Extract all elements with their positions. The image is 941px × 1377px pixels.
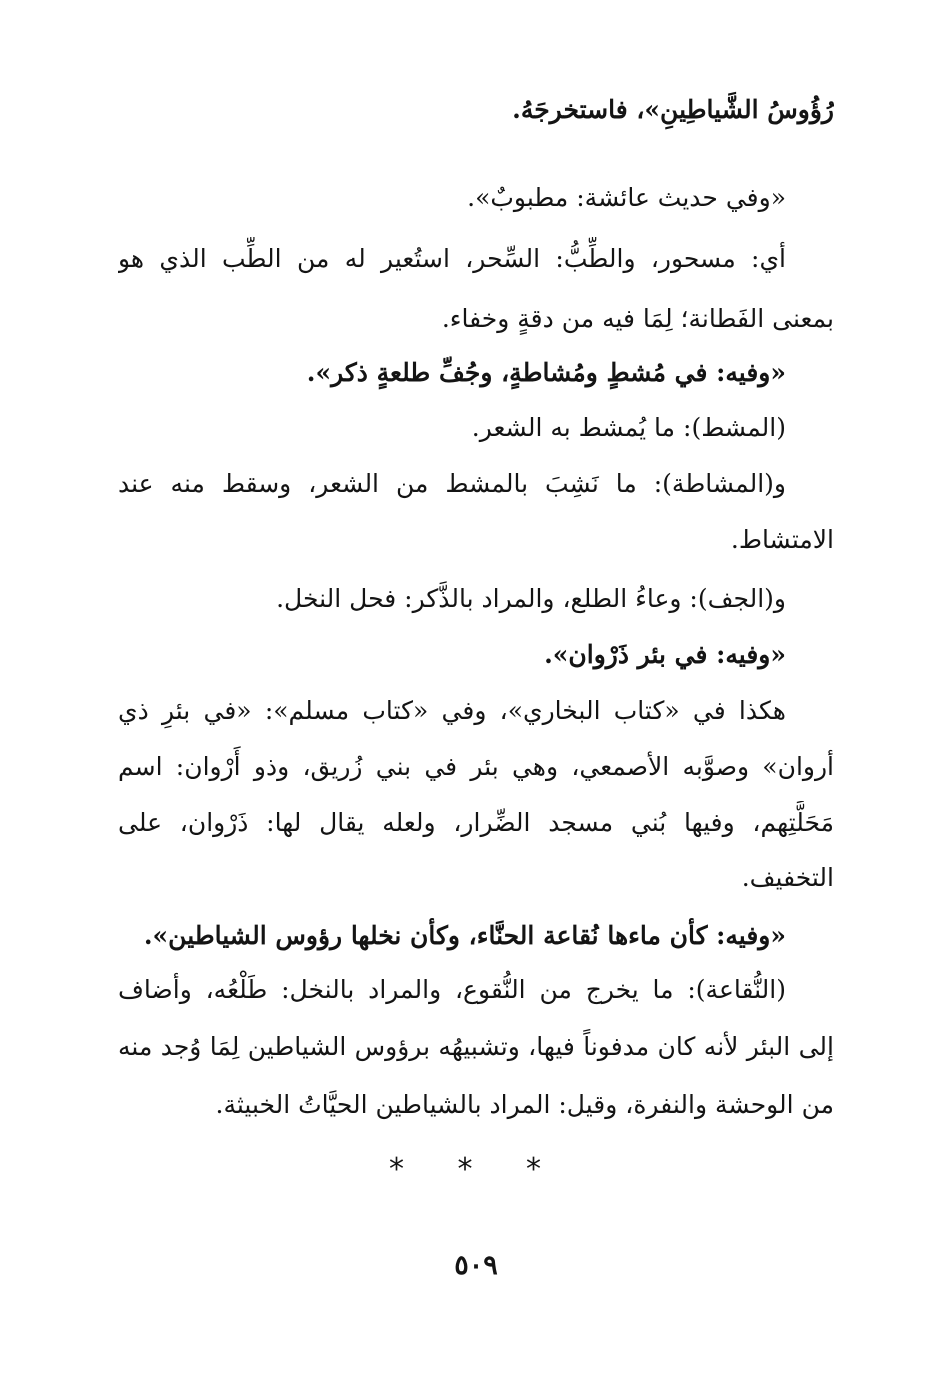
text-line: و(الجف): وعاءُ الطلع، والمراد بالذَّكر: فحل النخل. [276, 584, 786, 613]
text-line: الامتشاط. [730, 525, 834, 554]
book-page [118, 0, 834, 1377]
text-line: «وفيه: في مُشطٍ ومُشاطةٍ، وجُفِّ طلعةٍ ذكر». [306, 358, 786, 387]
text-line: التخفيف. [741, 863, 834, 892]
text-line: من الوحشة والنفرة، وقيل: المراد بالشياطين الحيَّاتُ الخبيثة. [215, 1090, 834, 1119]
section-separator: * * * [388, 1152, 564, 1187]
text-line: مَحَلَّتِهم، وفيها بُني مسجد الضِّرار، ولعله يقال لها: ذَرْوان، على [118, 808, 834, 837]
text-line: هكذا في «كتاب البخاري»، وفي «كتاب مسلم»: «في بئرِ ذي [118, 696, 786, 725]
text-line: (المشط): ما يُمشط به الشعر. [471, 413, 786, 442]
text-line: بمعنى الفَطانة؛ لِمَا فيه من دقةٍ وخفاء. [441, 304, 834, 333]
text-line: أي: مسحور، والطِّبُّ: السِّحر، استُعير له من الطِّب الذي هو [118, 244, 786, 273]
text-line: «وفيه: في بئر ذَرْوان». [544, 640, 786, 669]
text-line: رُؤُوسُ الشَّياطِينِ»، فاستخرجَهُ. [512, 95, 834, 124]
text-line: «وفي حديث عائشة: مطبوبٌ». [467, 183, 786, 212]
text-line: و(المشاطة): ما نَشِبَ بالمشط من الشعر، وسقط منه عند [118, 469, 786, 498]
page-number: ٥٠٩ [454, 1250, 498, 1281]
text-line: إلى البئر لأنه كان مدفوناً فيها، وتشبيهُه برؤوس الشياطين لِمَا وُجد منه [118, 1032, 834, 1061]
text-line: (النُّقاعة): ما يخرج من النُّقوع، والمراد بالنخل: طَلْعُه، وأضاف [118, 975, 786, 1004]
text-line: «وفيه: كأن ماءها نُقاعة الحنَّاء، وكأن نخلها رؤوس الشياطين». [143, 921, 786, 950]
text-line: أروان» وصوَّبه الأصمعي، وهي بئر في بني زُريق، وذو أَرْوان: اسم [118, 752, 834, 781]
